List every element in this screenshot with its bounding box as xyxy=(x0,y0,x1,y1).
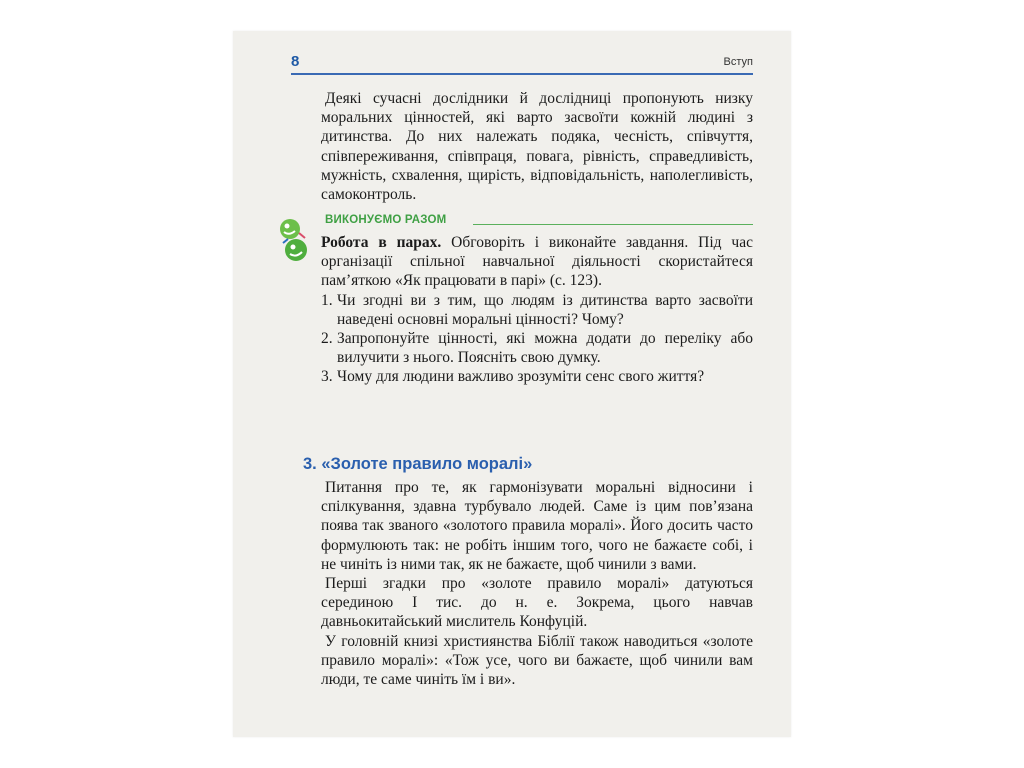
activity-instructions-text: Обговоріть і виконайте завдання. Під час організації спільної навчальної діяльності скористайтеся пам’яткою «Як працювати в парі» (с. 123). xyxy=(321,234,753,290)
header-rule xyxy=(291,73,753,75)
activity-label-rule xyxy=(473,224,753,225)
textbook-page xyxy=(233,31,791,737)
question-text: Чи згодні ви з тим, що людям із дитинства варто засвоїти наведені основні моральні цінності? Чому? xyxy=(337,291,753,328)
question-number: 3. xyxy=(321,368,333,386)
activity-instructions xyxy=(321,233,753,291)
section-paragraph: Перші згадки про «золоте правило моралі» датуються серединою І тис. до н. е. Зокрема, цього навчав давньокитайський мислитель Конфуцій. xyxy=(321,575,753,631)
intro-paragraph xyxy=(321,89,753,204)
section-paragraph: У головній книзі християнства Біблії також наводиться «золоте правило моралі»: «Тож усе, чого ви бажаєте, щоб чинили вам люди, те саме чиніть їм і ви». xyxy=(321,632,753,689)
question-item xyxy=(321,329,753,367)
question-list xyxy=(321,291,753,387)
section-paragraph: Питання про те, як гармонізувати моральні відносини і спілкування, здавна турбувало людей. Саме із цим пов’язана поява так званого «золотого правила моралі». Його досить часто формулюють так: не робіть іншим того, чого не бажаєте собі, і не чиніть із ними так, як не бажаєте, щоб чинили з вами. xyxy=(321,479,753,573)
question-item xyxy=(321,291,753,329)
running-head: Вступ xyxy=(723,56,753,68)
activity-lead: Робота в парах. xyxy=(321,234,442,251)
page-number: 8 xyxy=(291,53,300,70)
pair-work-icon xyxy=(279,217,309,263)
question-text: Чому для людини важливо зрозуміти сенс свого життя? xyxy=(337,368,705,386)
page-header xyxy=(291,53,753,75)
section-heading: 3. «Золоте правило моралі» xyxy=(303,455,533,473)
intro-paragraph-text: Деякі сучасні дослідники й дослідниці пропонують низку моральних цінностей, які варто засвоїти кожній людині з дитинства. До них належать подяка, чесність, співчуття, співпереживання, співпраця, повага, рівність, справедливість, мужність, схвалення, щирість, відповідальність, наполегливість, самоконтроль. xyxy=(321,90,753,204)
question-number: 1. xyxy=(321,291,333,309)
section-body xyxy=(321,478,753,689)
activity-label: ВИКОНУЄМО РАЗОМ xyxy=(325,214,447,226)
activity-label-row xyxy=(325,214,753,230)
question-number: 2. xyxy=(321,330,333,348)
question-item xyxy=(321,367,753,386)
question-text: Запропонуйте цінності, які можна додати до переліку або вилучити з нього. Поясніть свою думку. xyxy=(337,330,753,367)
activity-block xyxy=(321,233,753,387)
